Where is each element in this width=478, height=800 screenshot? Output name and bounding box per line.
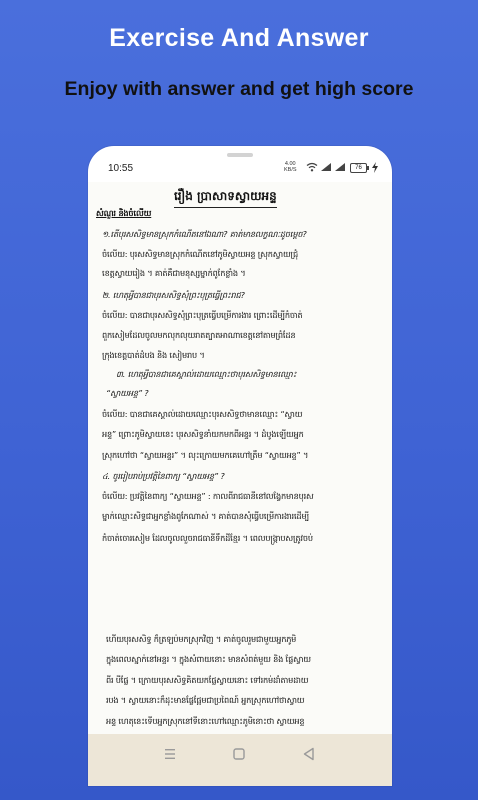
document-line: ហើយបុរសសិទ្ធ ក៏ត្រឡប់មកស្រុកវិញ ។ គាត់ចូលរួមជាមួយអ្នកភូមិ bbox=[106, 634, 297, 644]
document-line: ៣. ហេតុអ្វីបានជាគេស្គាល់ដោយឈ្មោះថាបុរសសិទ្ធមានឈ្មោះ bbox=[116, 369, 297, 379]
document-line: ១.តើបុរសសិទ្ធមានស្រុកកំណើតនៅឯណា? គាត់មានលក្ខណៈដូចម្ដេច? bbox=[102, 229, 307, 239]
navigation-bar bbox=[88, 734, 392, 786]
document-line: សំណួរ និងចំលើយ bbox=[96, 208, 152, 218]
back-icon[interactable] bbox=[299, 744, 319, 764]
network-speed bbox=[284, 161, 297, 173]
document-line: ពីរ បីផ្លែ ។ ក្រោយបុរសសិទ្ធគិតយកផ្លែស្វាយនោះ ទៅរកម់ដាំតាមដាយ bbox=[106, 675, 309, 685]
charging-icon bbox=[371, 162, 379, 173]
document-page[interactable] bbox=[88, 182, 392, 734]
document-line: “ស្វាយអន្ទ” ? bbox=[106, 388, 149, 398]
network-speed-unit: KB/S bbox=[284, 167, 297, 173]
document-line: ម្នាក់ឈ្មោះសិទ្ធជាអ្នកខ្លាំងពូកែណាស់ ។ គាត់បានសុំធ្វើបម្រើការងារដើម្បី bbox=[102, 511, 309, 521]
signal-icon-2 bbox=[334, 162, 346, 172]
network-speed-value: 4.00 bbox=[284, 161, 296, 167]
document-line: របង ។ ស្វាយនោះក៏ដុះមានផ្លែផ្អែមជាប្រពៃណ៍ អ្នកស្រុកហៅថាស្វាយ bbox=[106, 695, 305, 705]
menu-icon[interactable] bbox=[160, 744, 180, 764]
status-time: 10:55 bbox=[108, 163, 134, 174]
speaker-notch bbox=[227, 153, 253, 157]
document-line: ក្នុងពេលស្នាក់នៅអន្ទរ ។ ក្នុងសំពាយនោះ មានសំពត់មួយ និង ផ្លែស្វាយ bbox=[106, 654, 311, 664]
signal-icon bbox=[320, 162, 332, 172]
document-line: កំចាត់ចោរសៀម ដែលចូលលួចរាជធានីទឹកដីខ្មែរ ។ ពេលបង្ក្រាបសត្រូវចប់ bbox=[102, 533, 313, 543]
document-line: ៤. ចូររៀបរាប់ប្រវត្តិនៃពាក្យ “ស្វាយអន្ទ” ? bbox=[102, 471, 225, 481]
document-title: រឿង ប្រាសាទស្វាយអន្ទ bbox=[174, 188, 277, 208]
status-bar bbox=[88, 160, 392, 180]
document-line: អន្ទ” ព្រោះភូមិស្វាយនេះ បុរសសិទ្ធនាំយកមកពីអន្ទរ ។ ដំបូងឡើយអ្នក bbox=[102, 429, 304, 439]
document-line: ស្រុកហៅថា “ស្វាយអន្ទរ” ។ លុះក្រោយមកគេហៅត្រឹម “ស្វាយអន្ទ” ។ bbox=[102, 450, 309, 460]
banner-subtitle: Enjoy with answer and get high score bbox=[64, 78, 414, 100]
document-line: ចំលើយ: បានជាគេស្គាល់ដោយឈ្មោះបុរសសិទ្ធថាមានឈ្មោះ “ស្វាយ bbox=[102, 409, 303, 419]
document-line: ខេត្តស្វាយរៀង ។ គាត់គឺជាមនុស្សម្នាក់ពូកែខ្លាំង ។ bbox=[102, 268, 246, 278]
battery-tip bbox=[367, 166, 369, 170]
document-line: ចំលើយ: ប្រវត្តិនៃពាក្យ “ស្វាយអន្ទ” : កាលពីរាជធានីនៅលង្វែកមានបុរស bbox=[102, 491, 314, 501]
document-line: ពួកសៀមដែលចូលមកលុកលុយរាតត្បាតអាណាខេត្តនៅតាមព្រំដែន bbox=[102, 330, 296, 340]
document-line: ចំលើយ: បុរសសិទ្ធមានស្រុកកំណើតនៅភូមិស្វាយអន្ទ ស្រុកស្វាយជ្រុំ bbox=[102, 249, 298, 259]
phone-frame bbox=[88, 146, 392, 786]
home-icon[interactable] bbox=[229, 744, 249, 764]
document-line: ២. ហេតុអ្វីបានជាបុរសសិទ្ធសុំព្រះបុត្រធ្វើព្រះរាជ? bbox=[102, 290, 245, 300]
wifi-icon bbox=[306, 162, 318, 172]
battery-icon: 76 bbox=[350, 163, 367, 173]
document-line: អន្ទ ហេតុនេះទើបអ្នកស្រុកនៅទីនោះហៅឈ្មោះភូមិនោះថា ស្វាយអន្ទ bbox=[106, 716, 305, 726]
banner-title: Exercise And Answer bbox=[109, 24, 369, 52]
document-line: ក្រុងខេត្តបាត់ដំបង និង សៀមរាប ។ bbox=[102, 350, 205, 360]
document-line: ចំលើយ: បានជាបុរសសិទ្ធសុំព្រះបុត្រធ្វើបម្រើការងារ ព្រោះដើម្បីកំចាត់ bbox=[102, 310, 303, 320]
